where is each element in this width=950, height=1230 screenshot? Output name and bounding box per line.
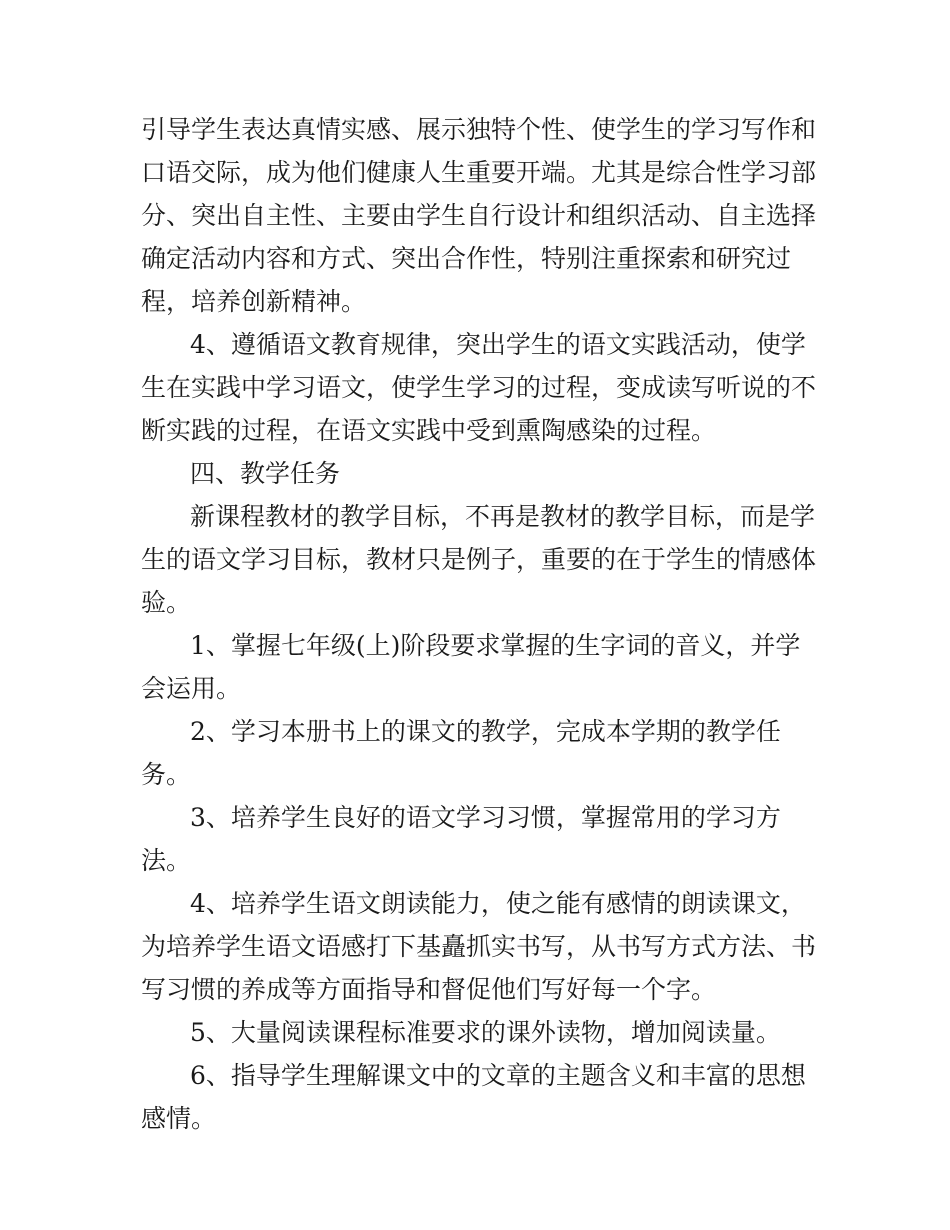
text-line: 程，培养创新精神。 — [141, 287, 367, 316]
text-line: 验。 — [141, 588, 192, 617]
text-line: 新课程教材的教学目标，不再是教材的教学目标，而是学 — [190, 502, 816, 531]
text-line: 引导学生表达真情实感、展示独特个性、使学生的学习写作和 — [141, 115, 817, 144]
text-line: 写习惯的养成等方面指导和督促他们写好每一个字。 — [141, 975, 717, 1004]
text-line: 5、大量阅读课程标准要求的课外读物，增加阅读量。 — [190, 1018, 781, 1047]
text-line: 务。 — [141, 760, 192, 789]
text-line: 1、掌握七年级(上)阶段要求掌握的生字词的音义，并学 — [190, 631, 801, 660]
text-line: 会运用。 — [141, 674, 242, 703]
text-line: 确定活动内容和方式、突出合作性，特别注重探索和研究过 — [141, 244, 792, 273]
text-line: 四、教学任务 — [190, 459, 341, 488]
text-line: 为培养学生语文语感打下基矗抓实书写，从书写方式方法、书 — [141, 932, 817, 961]
text-line: 断实践的过程，在语文实践中受到熏陶感染的过程。 — [141, 416, 717, 445]
text-line: 感情。 — [141, 1104, 217, 1133]
text-line: 法。 — [141, 846, 192, 875]
text-line: 分、突出自主性、主要由学生自行设计和组织活动、自主选择 — [141, 201, 817, 230]
text-line: 6、指导学生理解课文中的文章的主题含义和丰富的思想 — [190, 1061, 806, 1090]
text-line: 生的语文学习目标，教材只是例子，重要的在于学生的情感体 — [141, 545, 817, 574]
text-line: 4、遵循语文教育规律，突出学生的语文实践活动，使学 — [190, 330, 806, 359]
text-line: 4、培养学生语文朗读能力，使之能有感情的朗读课文， — [190, 889, 806, 918]
text-line: 生在实践中学习语文，使学生学习的过程，变成读写听说的不 — [141, 373, 817, 402]
document-body — [141, 108, 821, 1140]
text-line: 口语交际，成为他们健康人生重要开端。尤其是综合性学习部 — [141, 158, 817, 187]
text-line: 2、学习本册书上的课文的教学，完成本学期的教学任 — [190, 717, 781, 746]
text-line: 3、培养学生良好的语文学习习惯，掌握常用的学习方 — [190, 803, 781, 832]
